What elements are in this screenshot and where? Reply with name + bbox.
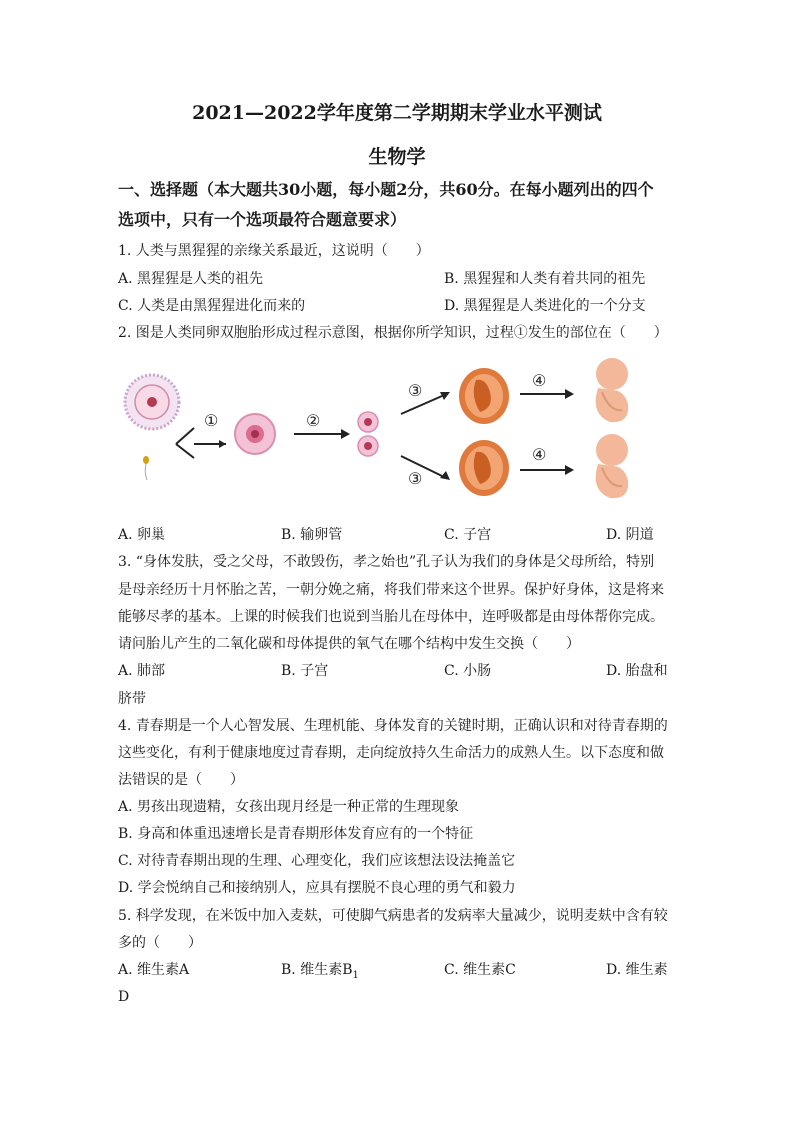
- q1-option-d[interactable]: D. 黑猩猩是人类进化的一个分支: [444, 298, 646, 314]
- q1-option-a[interactable]: A. 黑猩猩是人类的祖先: [118, 271, 264, 287]
- q5-option-d-continued: D: [118, 989, 130, 1005]
- q4-line1: 4. 青春期是一个人心智发展、生理机能、身体发育的关键时期，正确认识和对待青春期的: [118, 718, 668, 734]
- fetus-top: [596, 358, 628, 422]
- step-4-label-bottom: ④: [532, 445, 547, 464]
- q5-option-c[interactable]: C. 维生素C: [444, 962, 516, 978]
- q5-option-b[interactable]: [281, 960, 359, 986]
- q4-option-c[interactable]: C. 对待青春期出现的生理、心理变化，我们应该想法设法掩盖它: [118, 853, 516, 869]
- q3-option-d[interactable]: D. 胎盘和: [606, 663, 668, 679]
- exam-title: 2021—2022学年度第二学期期末学业水平测试: [192, 102, 602, 124]
- q2-option-a[interactable]: A. 卵巢: [118, 527, 166, 543]
- section-heading-line1: 一、选择题（本大题共30小题，每小题2分，共60分。在每小题列出的四个: [118, 180, 654, 199]
- q3-line2: 是母亲经历十月怀胎之苦，一朝分娩之痛，将我们带来这个世界。保护好身体，这是将来: [118, 582, 664, 598]
- sperm-cell: [143, 456, 149, 480]
- q3-line3: 能够尽孝的基本。上课的时候我们也说到当胎儿在母体中，连呼吸都是由母体帮你完成。: [118, 609, 664, 625]
- q1-option-c[interactable]: C. 人类是由黑猩猩进化而来的: [118, 298, 306, 314]
- q4-option-a[interactable]: A. 男孩出现遗精，女孩出现月经是一种正常的生理现象: [118, 799, 460, 815]
- q4-option-b[interactable]: B. 身高和体重迅速增长是青春期形体发育应有的一个特征: [118, 826, 474, 842]
- subject-title: 生物学: [368, 146, 426, 168]
- arrow-4-top-head: [565, 389, 574, 399]
- step-4-label-top: ④: [532, 371, 547, 390]
- twin-formation-figure: [118, 352, 678, 512]
- step-3-label-bottom: ③: [408, 469, 423, 488]
- q5-option-b-subscript: 1: [352, 969, 359, 981]
- q2-option-d[interactable]: D. 阴道: [606, 527, 654, 543]
- q1-text: 1. 人类与黑猩猩的亲缘关系最近，这说明（ ）: [118, 243, 430, 259]
- fetus-bottom: [596, 434, 628, 498]
- q3-line1: 3. “身体发肤，受之父母，不敢毁伤，孝之始也”孔子认为我们的身体是父母所给，特别: [118, 554, 655, 570]
- q5-line2: 多的（ ）: [118, 935, 202, 951]
- arrow-2-head: [341, 429, 350, 439]
- section-heading-line2: 选项中，只有一个选项最符合题意要求）: [118, 210, 407, 229]
- egg-cell: [125, 375, 179, 429]
- arrow-1-head: [219, 440, 226, 448]
- q1-option-b[interactable]: B. 黑猩猩和人类有着共同的祖先: [444, 271, 646, 287]
- q2-option-b[interactable]: B. 输卵管: [281, 527, 343, 543]
- q5-line1: 5. 科学发现，在米饭中加入麦麸，可使脚气病患者的发病率大量减少，说明麦麸中含有较: [118, 908, 668, 924]
- q3-option-c[interactable]: C. 小肠: [444, 663, 492, 679]
- q3-option-a[interactable]: A. 肺部: [118, 663, 166, 679]
- fertilization-junction: [176, 428, 194, 458]
- zygote: [235, 414, 275, 454]
- q5-option-b-text: B. 维生素B: [281, 962, 353, 978]
- q3-line4: 请问胎儿产生的二氧化碳和母体提供的氧气在哪个结构中发生交换（ ）: [118, 636, 580, 652]
- step-3-label-top: ③: [408, 381, 423, 400]
- arrow-4-bottom-head: [565, 465, 574, 475]
- embryo-top: [459, 368, 509, 424]
- q5-option-a[interactable]: A. 维生素A: [118, 962, 190, 978]
- q4-line3: 法错误的是（ ）: [118, 772, 244, 788]
- embryo-bottom: [459, 440, 509, 496]
- q5-option-d[interactable]: D. 维生素: [606, 962, 668, 978]
- q3-option-b[interactable]: B. 子宫: [281, 663, 329, 679]
- q2-option-c[interactable]: C. 子宫: [444, 527, 492, 543]
- q2-text: 2. 图是人类同卵双胞胎形成过程示意图，根据你所学知识，过程①发生的部位在（ ）: [118, 325, 668, 341]
- step-1-label: ①: [204, 411, 219, 430]
- q4-option-d[interactable]: D. 学会悦纳自己和接纳别人，应具有摆脱不良心理的勇气和毅力: [118, 880, 516, 896]
- split-cells: [358, 412, 378, 456]
- step-2-label: ②: [306, 411, 321, 430]
- q3-option-d-continued: 脐带: [118, 691, 146, 707]
- q4-line2: 这些变化，有利于健康地度过青春期，走向绽放持久生命活力的成熟人生。以下态度和做: [118, 745, 664, 761]
